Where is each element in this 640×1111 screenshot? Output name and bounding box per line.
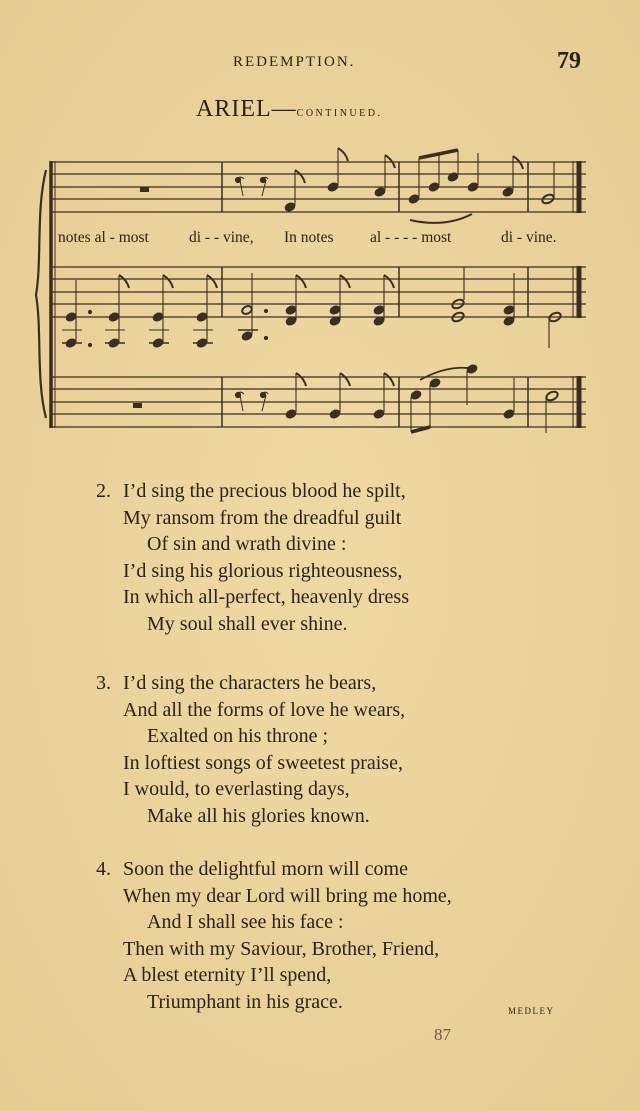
- signature-mark: 87: [434, 1025, 451, 1044]
- catchword: MEDLEY: [508, 1006, 555, 1016]
- verse-line: Of sin and wrath divine :: [147, 533, 347, 555]
- verse-line: Make all his glories known.: [147, 804, 370, 827]
- title-dash: —: [271, 96, 297, 122]
- running-title: REDEMPTION.: [233, 54, 356, 70]
- lyric-syllables: In notes: [284, 229, 334, 246]
- verse-number: 3.: [96, 672, 111, 694]
- lyric-syllables: di - vine.: [501, 229, 557, 246]
- verse-number: 2.: [96, 480, 111, 502]
- verse-line: Then with my Saviour, Brother, Friend,: [123, 937, 440, 960]
- staff-treble-1: [51, 162, 586, 212]
- verse-line: A blest eternity I’ll spend,: [123, 964, 332, 986]
- verse-3: [96, 670, 405, 829]
- verse-line: My soul shall ever shine.: [147, 612, 348, 635]
- verse-line: I would, to everlasting days,: [123, 778, 350, 800]
- system-brace-icon: [36, 170, 46, 418]
- verse-line: 3. I’d sing the characters he bears,: [96, 670, 405, 697]
- verse-line: And all the forms of love he wears,: [123, 698, 406, 721]
- verse-line: When my dear Lord will bring me home,: [123, 884, 452, 907]
- page-number: 79: [557, 48, 581, 74]
- verse-line: My ransom from the dreadful guilt: [123, 506, 402, 529]
- verse-line: I’d sing his glorious righteousness,: [123, 559, 403, 582]
- verse-2: [96, 478, 409, 637]
- verse-line: Triumphant in his grace.: [147, 990, 343, 1013]
- continued-label: CONTINUED.: [296, 108, 383, 119]
- staff-bass: [51, 377, 586, 427]
- verse-line: In loftiest songs of sweetest praise,: [123, 751, 403, 774]
- tune-name: ARIEL: [196, 96, 272, 122]
- lyric-syllables: al - - - - most: [370, 229, 452, 246]
- verse-number: 4.: [96, 858, 111, 880]
- verse-line: 2. I’d sing the precious blood he spilt,: [96, 478, 409, 505]
- lyric-syllables: notes al - most: [58, 229, 149, 246]
- verse-line: Exalted on his throne ;: [147, 725, 329, 747]
- verse-line: 4. Soon the delightful morn will come: [96, 856, 452, 883]
- verse-4: [96, 856, 452, 1015]
- verse-line: In which all-perfect, heavenly dress: [123, 586, 409, 608]
- lyric-syllables: di - - vine,: [189, 229, 254, 246]
- verse-line: And I shall see his face :: [147, 911, 344, 933]
